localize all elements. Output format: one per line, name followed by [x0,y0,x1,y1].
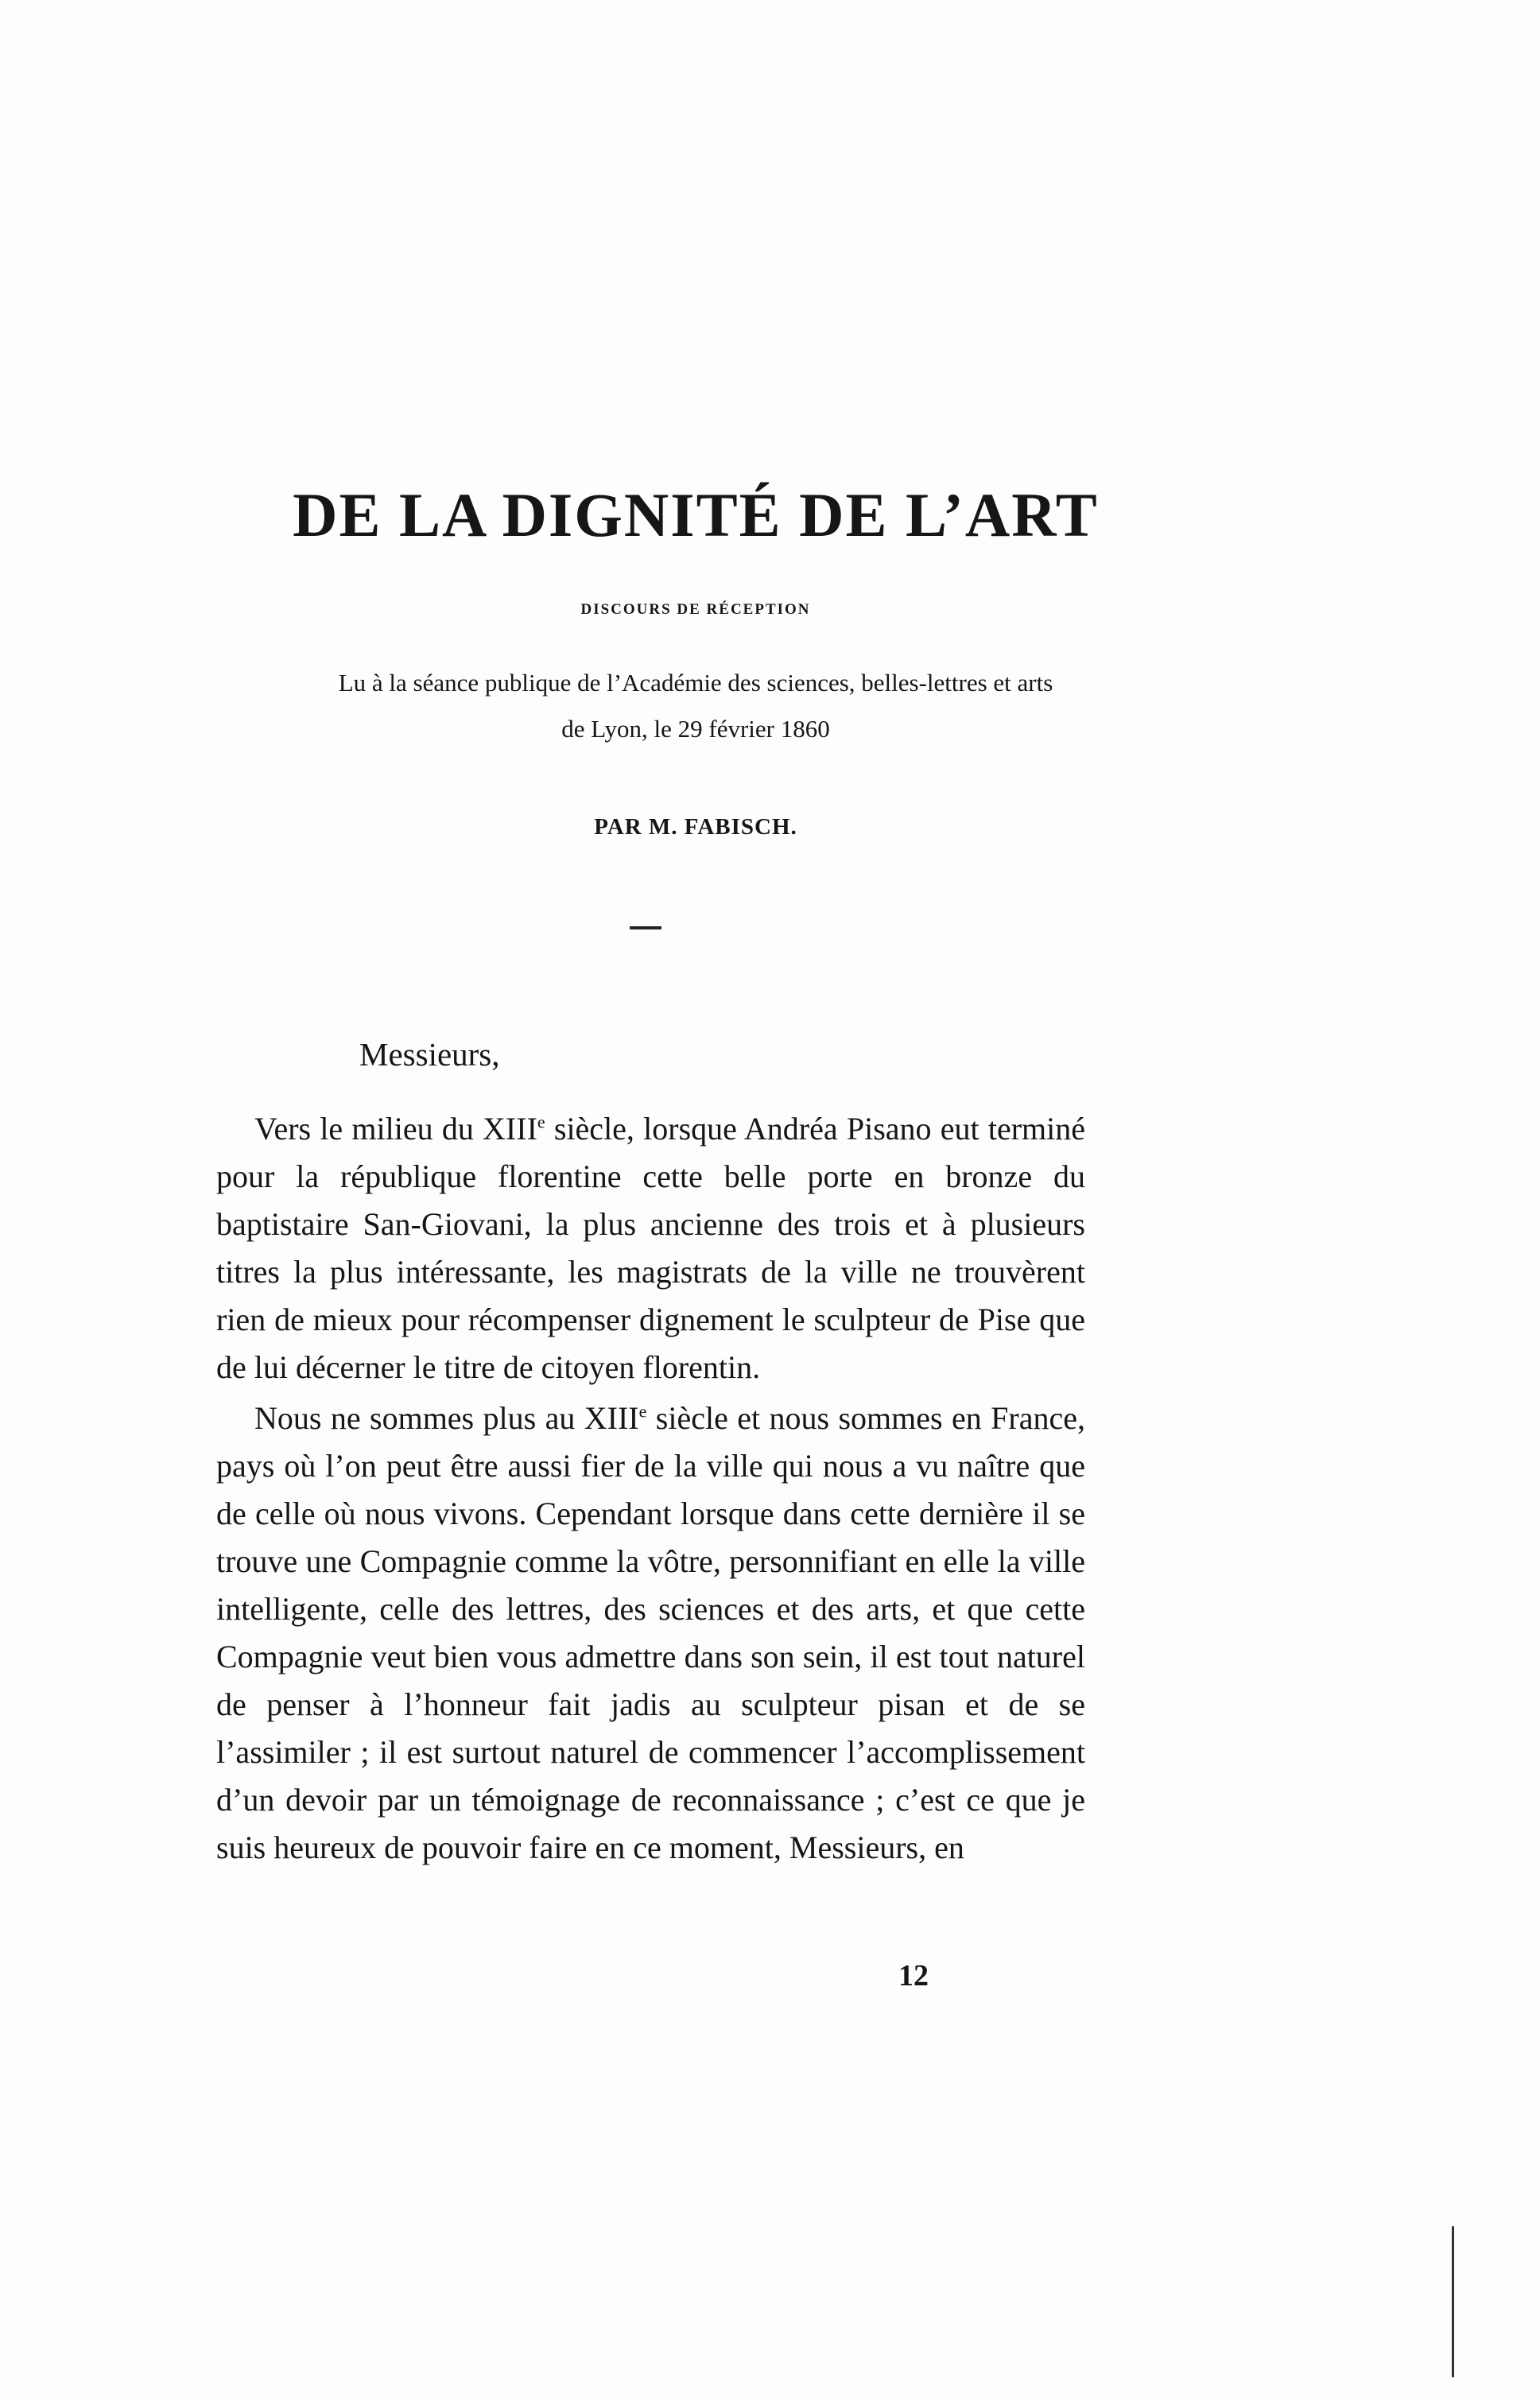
occasion-line-1: Lu à la séance publique de l’Académie des sciences, belles-lettres et arts [338,669,1053,697]
occasion-block [215,660,1177,752]
occasion-line-2: de Lyon, le 29 février 1860 [561,715,830,743]
paragraph [216,1105,1085,1391]
page-title: DE LA DIGNITÉ DE L’ART [293,480,1099,549]
paragraph [216,1395,1085,1872]
scan-edge-mark [1452,2226,1454,2377]
paragraph-text: siècle et nous sommes en France, pays où l’on peut être aussi fier de la ville qui nous a vu naître que de celle où nous vivons. Cependant lorsque dans cette dernière il se trouve une Compagnie comme la vôtre, personnifiant en elle la ville intelligente, celle des lettres, des sciences et des arts, et que cette Compagnie veut bien vous admettre dans son sein, il est tout naturel de penser à l’honneur fait jadis au sculpteur pisan et de se l’assimiler ; il est surtout naturel de commencer l’accomplissement d’un devoir par un témoignage de reconnaissance ; c’est ce que je suis heureux de pouvoir faire en ce moment, Messieurs, en [216,1400,1085,1865]
superscript: e [537,1112,545,1132]
body-text [216,1105,1085,1875]
author-line: PAR M. FABISCH. [594,814,797,840]
subtitle: DISCOURS DE RÉCEPTION [580,601,811,618]
superscript: e [638,1401,647,1422]
paragraph-text: Nous ne sommes plus au XIII [254,1400,639,1436]
paragraph-text: siècle, lorsque Andréa Pisano eut terminé pour la république florentine cette belle porte en bronze du baptistaire San-Giovani, la plus ancienne des trois et à plusieurs titres la plus intéressante, les magistrats de la ville ne trouvèrent rien de mieux pour récompenser dignement le sculpteur de Pise que de lui décerner le titre de citoyen florentin. [216,1111,1085,1385]
salutation: Messieurs, [359,1036,500,1073]
separator-rule [630,926,661,929]
paragraph-text: Vers le milieu du XIII [254,1111,537,1147]
page-number: 12 [898,1959,929,1993]
